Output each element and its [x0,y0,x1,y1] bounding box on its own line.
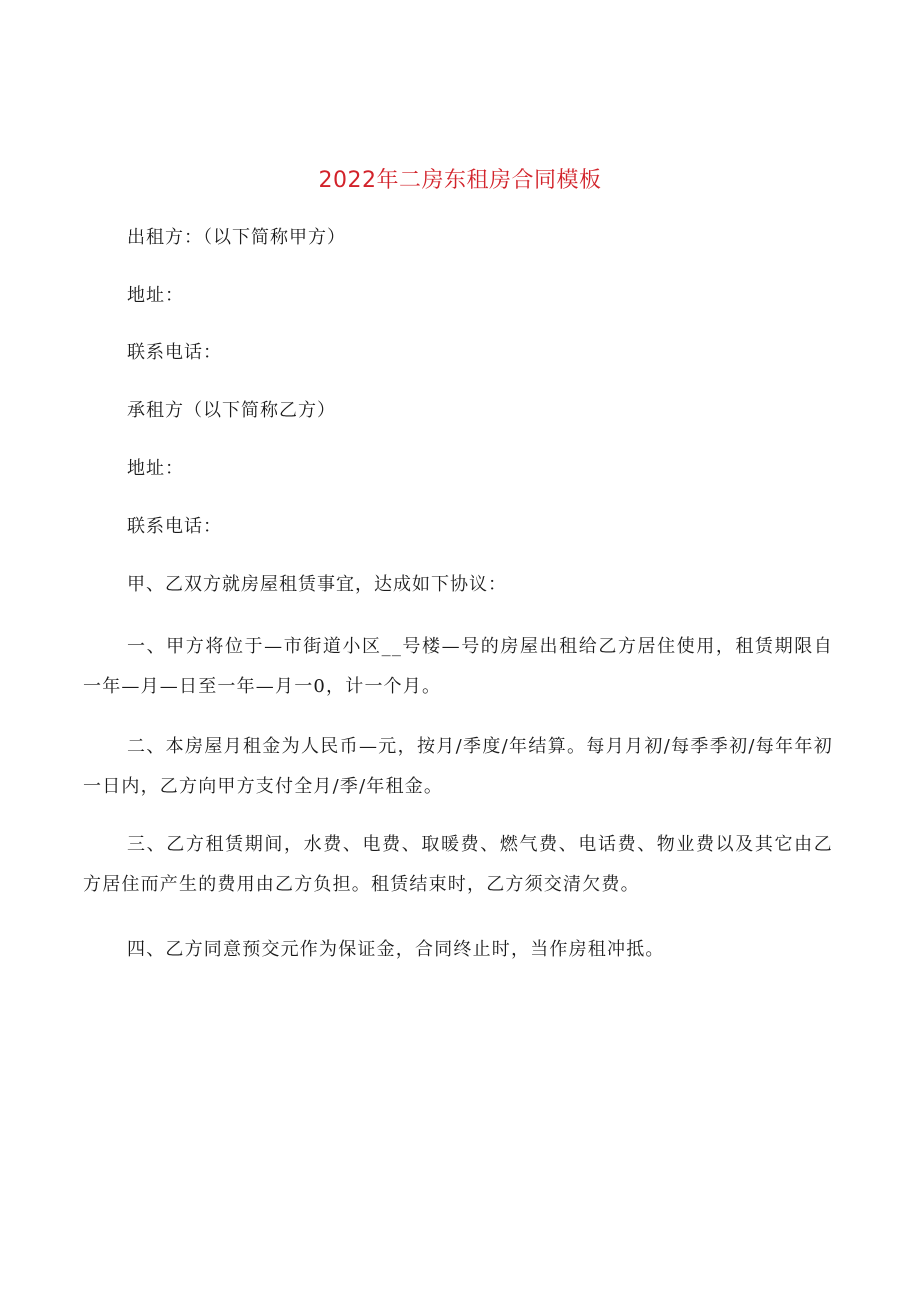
agreement-intro: 甲、乙双方就房屋租赁事宜，达成如下协议： [127,574,507,595]
lessor-address-label: 地址： [127,285,184,306]
clause-4: 四、乙方同意预交元作为保证金，合同终止时，当作房租冲抵。 [127,939,665,960]
clause-3: 三、乙方租赁期间，水费、电费、取暖费、燃气费、电话费、物业费以及其它由乙方居住而产生的费用由乙方负担。租赁结束时，乙方须交清欠费。 [83,834,833,895]
lessor-label: 出租方：（以下简称甲方） [127,227,346,248]
lessee-phone-label: 联系电话： [127,516,222,537]
clause-2: 二、本房屋月租金为人民币—元，按月/季度/年结算。每月月初/每季季初/每年年初一日内，乙方向甲方支付全月/季/年租金。 [83,736,833,797]
lessee-address-label: 地址： [127,458,184,479]
lessee-label: 承租方（以下简称乙方） [127,400,336,421]
lessor-phone-label: 联系电话： [127,342,222,363]
clause-1: 一、甲方将位于—市街道小区__号楼—号的房屋出租给乙方居住使用，租赁期限自一年—月—日至一年—月一0，计一个月。 [83,636,833,697]
document-title: 2022年二房东租房合同模板 [318,168,602,193]
